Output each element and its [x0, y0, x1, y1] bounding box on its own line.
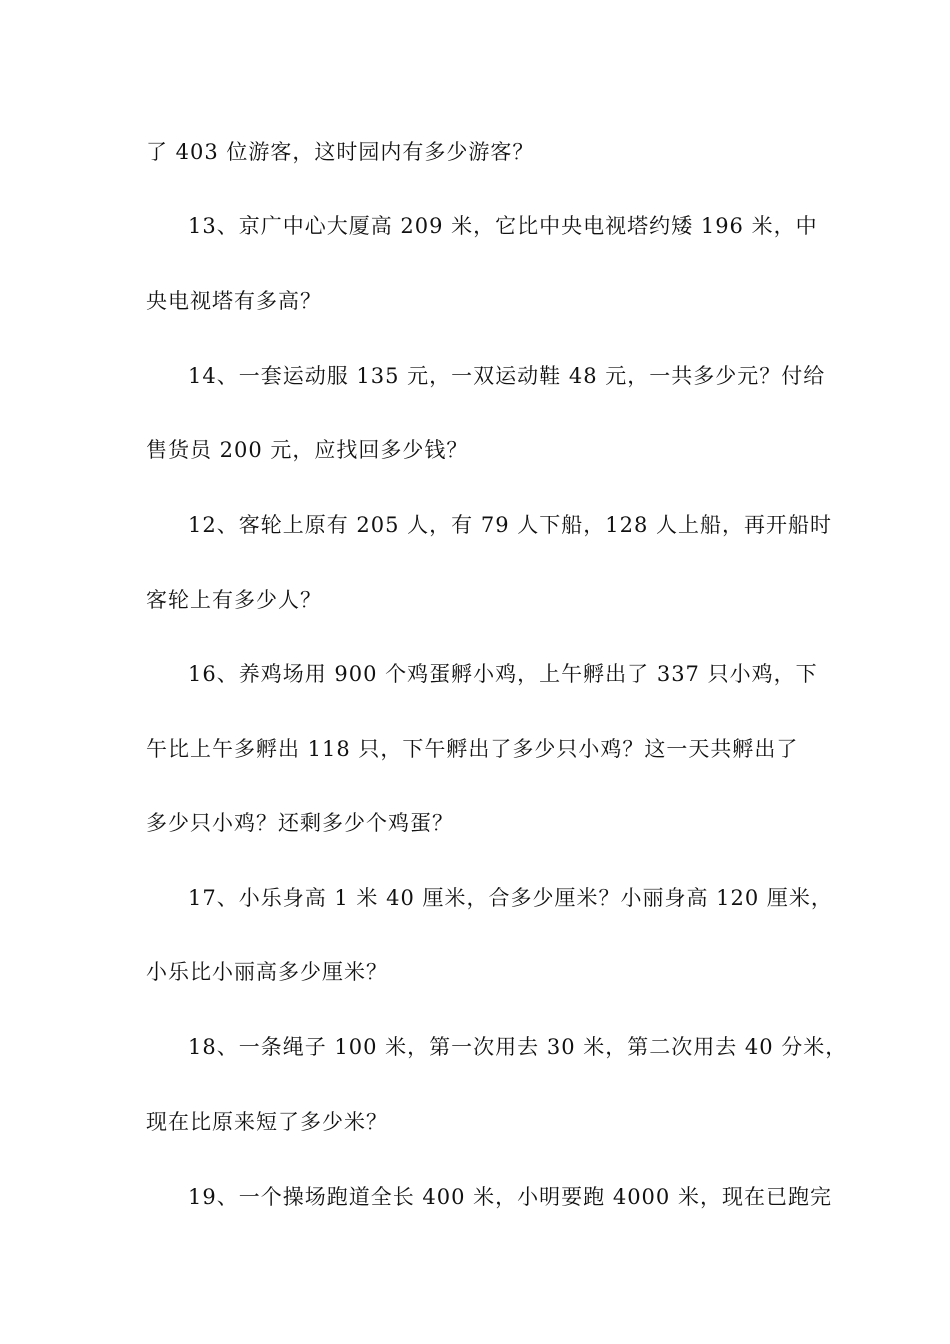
- question-16-line-3: 多少只小鸡？还剩多少个鸡蛋？: [146, 811, 454, 835]
- question-19-line-1: 19、一个操场跑道全长 400 米，小明要跑 4000 米，现在已跑完: [188, 1185, 832, 1209]
- question-13-line-1: 13、京广中心大厦高 209 米，它比中央电视塔约矮 196 米，中: [188, 214, 818, 238]
- question-16-line-2: 午比上午多孵出 118 只，下午孵出了多少只小鸡？这一天共孵出了: [146, 737, 799, 761]
- question-18-line-2: 现在比原来短了多少米？: [146, 1110, 388, 1134]
- question-14-line-1: 14、一套运动服 135 元，一双运动鞋 48 元，一共多少元？付给: [188, 364, 826, 388]
- question-16-line-1: 16、养鸡场用 900 个鸡蛋孵小鸡，上午孵出了 337 只小鸡，下: [188, 662, 818, 686]
- question-14-line-2: 售货员 200 元，应找回多少钱？: [146, 438, 469, 462]
- question-17-line-1: 17、小乐身高 1 米 40 厘米，合多少厘米？小丽身高 120 厘米，: [188, 886, 833, 910]
- question-18-line-1: 18、一条绳子 100 米，第一次用去 30 米，第二次用去 40 分米，: [188, 1035, 848, 1059]
- question-12-line-1: 12、客轮上原有 205 人，有 79 人下船，128 人上船，再开船时: [188, 513, 832, 537]
- text-line-1: 了 403 位游客，这时园内有多少游客？: [146, 140, 535, 164]
- question-17-line-2: 小乐比小丽高多少厘米？: [146, 960, 388, 984]
- question-12-line-2: 客轮上有多少人？: [146, 588, 322, 612]
- question-13-line-2: 央电视塔有多高？: [146, 289, 322, 313]
